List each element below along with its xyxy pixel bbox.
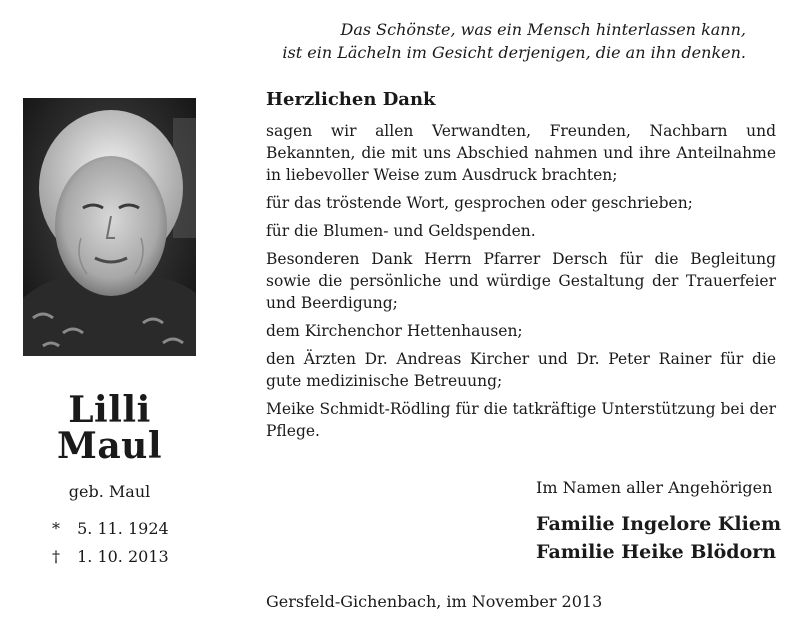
birth-date: 5. 11. 1924	[77, 519, 169, 538]
family-name-1: Familie Ingelore Kliem	[536, 513, 782, 535]
thanks-paragraph: den Ärzten Dr. Andreas Kircher und Dr. Peter Rainer für die gute medizinische Betreuung;	[266, 350, 776, 390]
portrait-illustration	[23, 98, 196, 356]
thanks-paragraph: für die Blumen- und Geldspenden.	[266, 222, 536, 240]
thanks-heading: Herzlichen Dank	[266, 89, 436, 110]
life-dates	[52, 515, 169, 571]
family-signatures	[536, 510, 781, 566]
death-cross-icon: †	[52, 547, 60, 566]
motto-line-1: Das Schönste, was ein Mensch hinterlassen kann,	[340, 20, 746, 39]
signoff-intro: Im Namen aller Angehörigen	[536, 478, 773, 497]
last-name: Maul	[56, 425, 163, 467]
death-row	[52, 543, 169, 571]
thanks-paragraph: dem Kirchenchor Hettenhausen;	[266, 322, 523, 340]
thanks-paragraph: für das tröstende Wort, gesprochen oder geschrieben;	[266, 194, 693, 212]
birth-name: geb. Maul	[68, 482, 151, 501]
thanks-paragraph: Besonderen Dank Herrn Pfarrer Dersch für die Begleitung sowie die persönliche und würdige Gestaltung der Trauerfeier und Beerdigung;	[266, 250, 776, 312]
family-name-2: Familie Heike Blödorn	[536, 541, 777, 563]
thanks-paragraph: sagen wir allen Verwandten, Freunden, Nachbarn und Bekannten, die mit uns Abschied nahmen und ihre Anteilnahme in liebevoller Weise zum Ausdruck brachten;	[266, 122, 776, 184]
thanks-paragraph: Meike Schmidt-Rödling für die tatkräftige Unterstützung bei der Pflege.	[266, 400, 776, 440]
deceased-name	[23, 389, 196, 467]
portrait-photo	[23, 98, 196, 356]
thanks-section	[266, 88, 776, 448]
first-name: Lilli	[68, 389, 151, 431]
motto-quote	[260, 18, 746, 64]
birth-star-icon: *	[52, 519, 60, 538]
motto-line-2: ist ein Lächeln im Gesicht derjenigen, die an ihn denken.	[282, 43, 746, 62]
place-and-date: Gersfeld-Gichenbach, im November 2013	[266, 592, 603, 611]
death-date: 1. 10. 2013	[77, 547, 169, 566]
birth-row	[52, 515, 169, 543]
